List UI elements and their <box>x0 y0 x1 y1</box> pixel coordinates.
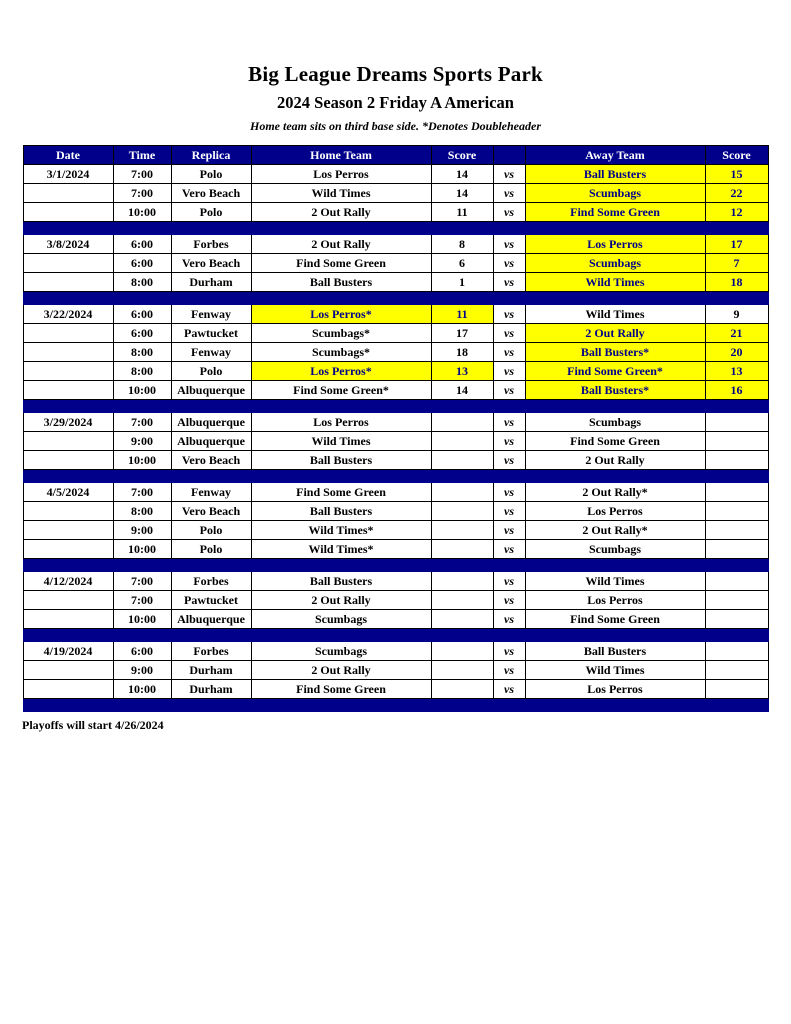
cell-home-score: 14 <box>431 184 493 203</box>
cell-home-team: Ball Busters <box>251 502 431 521</box>
table-row <box>23 305 768 324</box>
cell-date <box>23 451 113 470</box>
cell-away-team: Wild Times <box>525 273 705 292</box>
cell-home-team: 2 Out Rally <box>251 591 431 610</box>
cell-vs: vs <box>493 413 525 432</box>
cell-replica: Pawtucket <box>171 591 251 610</box>
cell-home-team: Scumbags* <box>251 343 431 362</box>
cell-away-team: Ball Busters <box>525 642 705 661</box>
cell-home-score <box>431 451 493 470</box>
cell-away-team: Scumbags <box>525 413 705 432</box>
cell-date <box>23 661 113 680</box>
column-header-away-team: Away Team <box>525 146 705 165</box>
cell-home-score: 8 <box>431 235 493 254</box>
cell-replica: Forbes <box>171 235 251 254</box>
cell-away-score <box>705 680 768 699</box>
cell-time: 6:00 <box>113 305 171 324</box>
cell-time: 9:00 <box>113 521 171 540</box>
schedule-table <box>23 145 769 712</box>
cell-away-score: 7 <box>705 254 768 273</box>
cell-replica: Fenway <box>171 305 251 324</box>
cell-date <box>23 343 113 362</box>
table-row <box>23 680 768 699</box>
cell-vs: vs <box>493 273 525 292</box>
cell-time: 6:00 <box>113 642 171 661</box>
cell-vs: vs <box>493 343 525 362</box>
page-subtitle: 2024 Season 2 Friday A American <box>277 93 514 112</box>
cell-away-team: 2 Out Rally <box>525 451 705 470</box>
table-row <box>23 273 768 292</box>
cell-away-score <box>705 661 768 680</box>
cell-vs: vs <box>493 642 525 661</box>
table-row <box>23 591 768 610</box>
column-header-vs <box>493 146 525 165</box>
cell-home-team: Wild Times* <box>251 521 431 540</box>
cell-vs: vs <box>493 680 525 699</box>
cell-home-score: 6 <box>431 254 493 273</box>
table-row <box>23 521 768 540</box>
cell-date <box>23 591 113 610</box>
cell-home-team: Wild Times <box>251 432 431 451</box>
cell-date: 3/29/2024 <box>23 413 113 432</box>
cell-home-team: Scumbags* <box>251 324 431 343</box>
cell-away-team: Los Perros <box>525 591 705 610</box>
cell-replica: Vero Beach <box>171 184 251 203</box>
cell-away-score <box>705 610 768 629</box>
cell-home-score <box>431 432 493 451</box>
cell-replica: Fenway <box>171 343 251 362</box>
cell-replica: Durham <box>171 680 251 699</box>
cell-date <box>23 324 113 343</box>
cell-replica: Pawtucket <box>171 324 251 343</box>
table-row <box>23 642 768 661</box>
cell-away-team: Ball Busters* <box>525 343 705 362</box>
cell-away-team: 2 Out Rally* <box>525 483 705 502</box>
cell-home-score <box>431 591 493 610</box>
table-header-row <box>23 146 768 165</box>
column-header-time: Time <box>113 146 171 165</box>
column-header-home-score: Score <box>431 146 493 165</box>
separator-cell <box>23 470 768 483</box>
cell-time: 6:00 <box>113 324 171 343</box>
cell-home-team: Los Perros* <box>251 305 431 324</box>
cell-home-score <box>431 680 493 699</box>
cell-away-score: 15 <box>705 165 768 184</box>
cell-vs: vs <box>493 432 525 451</box>
cell-home-score <box>431 661 493 680</box>
cell-home-score <box>431 521 493 540</box>
table-separator-row <box>23 222 768 235</box>
cell-home-score <box>431 413 493 432</box>
cell-away-team: Ball Busters <box>525 165 705 184</box>
table-row <box>23 502 768 521</box>
cell-time: 10:00 <box>113 540 171 559</box>
cell-date <box>23 254 113 273</box>
cell-time: 7:00 <box>113 572 171 591</box>
table-row <box>23 254 768 273</box>
table-row <box>23 381 768 400</box>
cell-vs: vs <box>493 165 525 184</box>
table-row <box>23 572 768 591</box>
cell-home-score: 13 <box>431 362 493 381</box>
separator-cell <box>23 699 768 712</box>
cell-date: 4/12/2024 <box>23 572 113 591</box>
cell-home-score <box>431 572 493 591</box>
cell-date <box>23 203 113 222</box>
cell-home-score: 14 <box>431 165 493 184</box>
cell-replica: Vero Beach <box>171 254 251 273</box>
table-row <box>23 540 768 559</box>
table-row <box>23 661 768 680</box>
cell-time: 8:00 <box>113 343 171 362</box>
cell-away-score <box>705 413 768 432</box>
cell-replica: Albuquerque <box>171 610 251 629</box>
cell-away-score: 13 <box>705 362 768 381</box>
cell-away-score: 9 <box>705 305 768 324</box>
cell-away-team: Wild Times <box>525 661 705 680</box>
cell-time: 8:00 <box>113 362 171 381</box>
cell-vs: vs <box>493 203 525 222</box>
cell-time: 8:00 <box>113 273 171 292</box>
cell-home-team: Los Perros <box>251 413 431 432</box>
cell-replica: Polo <box>171 362 251 381</box>
cell-replica: Forbes <box>171 572 251 591</box>
cell-home-team: Ball Busters <box>251 451 431 470</box>
table-separator-row <box>23 699 768 712</box>
cell-replica: Albuquerque <box>171 381 251 400</box>
cell-time: 10:00 <box>113 680 171 699</box>
cell-home-score: 14 <box>431 381 493 400</box>
cell-time: 7:00 <box>113 413 171 432</box>
cell-date: 4/5/2024 <box>23 483 113 502</box>
cell-home-team: Find Some Green <box>251 680 431 699</box>
table-separator-row <box>23 292 768 305</box>
table-row <box>23 610 768 629</box>
cell-home-team: Los Perros* <box>251 362 431 381</box>
cell-date <box>23 184 113 203</box>
cell-home-score: 17 <box>431 324 493 343</box>
cell-replica: Polo <box>171 165 251 184</box>
cell-time: 10:00 <box>113 381 171 400</box>
cell-home-score <box>431 610 493 629</box>
cell-date: 3/1/2024 <box>23 165 113 184</box>
cell-time: 7:00 <box>113 591 171 610</box>
table-row <box>23 184 768 203</box>
separator-cell <box>23 222 768 235</box>
cell-home-team: Wild Times <box>251 184 431 203</box>
cell-home-score <box>431 642 493 661</box>
cell-away-score: 17 <box>705 235 768 254</box>
cell-away-team: Scumbags <box>525 184 705 203</box>
cell-time: 6:00 <box>113 254 171 273</box>
cell-date <box>23 362 113 381</box>
column-header-replica: Replica <box>171 146 251 165</box>
cell-time: 7:00 <box>113 483 171 502</box>
table-separator-row <box>23 470 768 483</box>
cell-away-team: Find Some Green* <box>525 362 705 381</box>
cell-home-team: 2 Out Rally <box>251 661 431 680</box>
cell-vs: vs <box>493 540 525 559</box>
cell-home-team: Ball Busters <box>251 273 431 292</box>
cell-away-team: Scumbags <box>525 540 705 559</box>
cell-date <box>23 273 113 292</box>
cell-away-team: 2 Out Rally* <box>525 521 705 540</box>
table-row <box>23 203 768 222</box>
cell-vs: vs <box>493 610 525 629</box>
column-header-date: Date <box>23 146 113 165</box>
table-body <box>23 165 768 712</box>
cell-vs: vs <box>493 451 525 470</box>
cell-date <box>23 432 113 451</box>
table-separator-row <box>23 559 768 572</box>
separator-cell <box>23 292 768 305</box>
cell-time: 7:00 <box>113 165 171 184</box>
cell-home-team: Scumbags <box>251 610 431 629</box>
table-row <box>23 235 768 254</box>
cell-away-score <box>705 451 768 470</box>
cell-vs: vs <box>493 324 525 343</box>
cell-home-team: Find Some Green* <box>251 381 431 400</box>
cell-vs: vs <box>493 521 525 540</box>
table-row <box>23 343 768 362</box>
cell-home-team: 2 Out Rally <box>251 203 431 222</box>
table-row <box>23 324 768 343</box>
cell-vs: vs <box>493 184 525 203</box>
cell-replica: Vero Beach <box>171 451 251 470</box>
cell-date <box>23 540 113 559</box>
cell-away-team: Find Some Green <box>525 203 705 222</box>
table-row <box>23 413 768 432</box>
table-row <box>23 451 768 470</box>
table-row <box>23 483 768 502</box>
cell-date: 4/19/2024 <box>23 642 113 661</box>
cell-replica: Polo <box>171 203 251 222</box>
cell-away-score <box>705 521 768 540</box>
table-separator-row <box>23 400 768 413</box>
cell-home-team: Scumbags <box>251 642 431 661</box>
cell-away-score <box>705 591 768 610</box>
cell-home-team: Find Some Green <box>251 483 431 502</box>
page-note: Home team sits on third base side. *Denotes Doubleheader <box>250 119 541 133</box>
cell-away-team: Ball Busters* <box>525 381 705 400</box>
cell-replica: Albuquerque <box>171 413 251 432</box>
column-header-home-team: Home Team <box>251 146 431 165</box>
cell-away-score: 12 <box>705 203 768 222</box>
cell-vs: vs <box>493 502 525 521</box>
cell-time: 9:00 <box>113 432 171 451</box>
cell-date <box>23 502 113 521</box>
cell-home-team: 2 Out Rally <box>251 235 431 254</box>
cell-vs: vs <box>493 254 525 273</box>
page-title: Big League Dreams Sports Park <box>248 62 543 86</box>
separator-cell <box>23 400 768 413</box>
cell-home-team: Find Some Green <box>251 254 431 273</box>
cell-away-score: 18 <box>705 273 768 292</box>
cell-date: 3/22/2024 <box>23 305 113 324</box>
cell-away-score <box>705 502 768 521</box>
cell-home-score: 11 <box>431 305 493 324</box>
table-row <box>23 165 768 184</box>
table-separator-row <box>23 629 768 642</box>
cell-home-team: Los Perros <box>251 165 431 184</box>
cell-vs: vs <box>493 381 525 400</box>
cell-home-score: 1 <box>431 273 493 292</box>
cell-vs: vs <box>493 591 525 610</box>
cell-away-score: 22 <box>705 184 768 203</box>
cell-replica: Forbes <box>171 642 251 661</box>
cell-replica: Durham <box>171 661 251 680</box>
cell-away-team: Wild Times <box>525 572 705 591</box>
separator-cell <box>23 559 768 572</box>
cell-away-team: Wild Times <box>525 305 705 324</box>
playoffs-note: Playoffs will start 4/26/2024 <box>22 718 164 732</box>
cell-date <box>23 610 113 629</box>
cell-away-score: 16 <box>705 381 768 400</box>
cell-away-score: 21 <box>705 324 768 343</box>
cell-replica: Albuquerque <box>171 432 251 451</box>
cell-date <box>23 381 113 400</box>
cell-replica: Vero Beach <box>171 502 251 521</box>
cell-replica: Polo <box>171 540 251 559</box>
cell-away-team: Find Some Green <box>525 610 705 629</box>
cell-away-score <box>705 540 768 559</box>
cell-time: 7:00 <box>113 184 171 203</box>
cell-away-team: Los Perros <box>525 235 705 254</box>
cell-home-team: Ball Busters <box>251 572 431 591</box>
cell-away-team: Los Perros <box>525 502 705 521</box>
cell-date <box>23 521 113 540</box>
cell-time: 8:00 <box>113 502 171 521</box>
cell-time: 10:00 <box>113 451 171 470</box>
cell-time: 9:00 <box>113 661 171 680</box>
cell-away-score <box>705 483 768 502</box>
cell-replica: Polo <box>171 521 251 540</box>
cell-replica: Durham <box>171 273 251 292</box>
table-row <box>23 362 768 381</box>
cell-home-team: Wild Times* <box>251 540 431 559</box>
cell-vs: vs <box>493 235 525 254</box>
cell-date <box>23 680 113 699</box>
cell-home-score <box>431 502 493 521</box>
cell-home-score: 11 <box>431 203 493 222</box>
cell-away-team: Find Some Green <box>525 432 705 451</box>
cell-vs: vs <box>493 483 525 502</box>
separator-cell <box>23 629 768 642</box>
table-row <box>23 432 768 451</box>
cell-time: 6:00 <box>113 235 171 254</box>
cell-vs: vs <box>493 661 525 680</box>
cell-away-score <box>705 432 768 451</box>
cell-away-team: Los Perros <box>525 680 705 699</box>
cell-home-score <box>431 483 493 502</box>
cell-time: 10:00 <box>113 610 171 629</box>
cell-vs: vs <box>493 572 525 591</box>
cell-replica: Fenway <box>171 483 251 502</box>
cell-home-score <box>431 540 493 559</box>
cell-away-team: 2 Out Rally <box>525 324 705 343</box>
cell-home-score: 18 <box>431 343 493 362</box>
document-header <box>0 0 791 134</box>
cell-away-team: Scumbags <box>525 254 705 273</box>
cell-away-score <box>705 642 768 661</box>
cell-date: 3/8/2024 <box>23 235 113 254</box>
cell-away-score: 20 <box>705 343 768 362</box>
cell-time: 10:00 <box>113 203 171 222</box>
cell-vs: vs <box>493 305 525 324</box>
cell-vs: vs <box>493 362 525 381</box>
column-header-away-score: Score <box>705 146 768 165</box>
cell-away-score <box>705 572 768 591</box>
